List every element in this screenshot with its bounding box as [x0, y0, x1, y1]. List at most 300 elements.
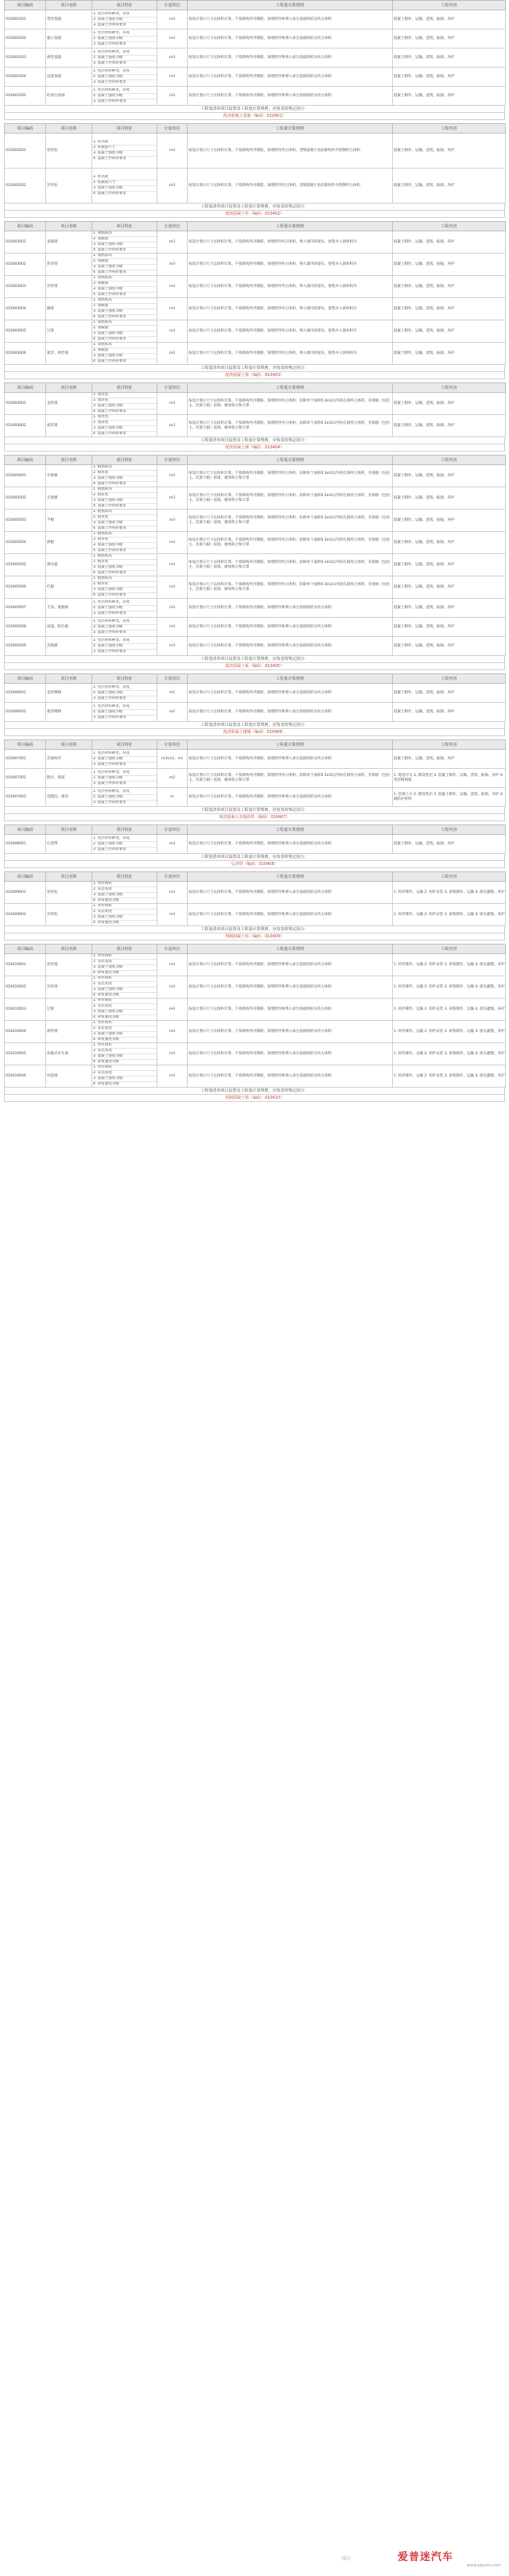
item-unit: m2 [157, 703, 188, 722]
item-unit: m3 [157, 68, 188, 87]
item-unit: m3 [157, 254, 188, 276]
rule-text: 按设计图示尺寸以体积计算。不扣除构件内钢筋、预埋铁件和伸入承台基础的桩头所占体积 [188, 912, 332, 917]
item-name: 弧形楼梯 [46, 703, 92, 722]
item-unit: m2 [157, 684, 188, 703]
item-work [393, 87, 506, 106]
section [4, 123, 505, 218]
item-work [393, 684, 506, 703]
item-rule [188, 254, 393, 276]
item-code: 010407001 [5, 750, 46, 769]
item-features [92, 415, 157, 437]
item-name: 矩形梁 [46, 254, 92, 276]
feature-line: 2. 安装高度 [92, 982, 157, 987]
item-name: 弧形、拱形梁 [46, 343, 92, 365]
item-name: 带形基础 [46, 10, 92, 29]
item-features [92, 788, 157, 807]
column-header: 工程量计算规则 [188, 456, 393, 465]
watermark-url: www.aipumi.com [467, 2563, 501, 2568]
item-code: 010403003 [5, 276, 46, 298]
table-row [5, 231, 506, 254]
column-header: 项目名称 [46, 825, 92, 835]
item-features [92, 510, 157, 532]
item-work [393, 637, 506, 656]
item-code: 010403005 [5, 320, 46, 343]
section [4, 455, 505, 670]
feature-line: 2. 混凝土强度等级 [92, 710, 157, 716]
item-rule [188, 576, 393, 599]
item-code: 010408001 [5, 835, 46, 854]
item-rule [188, 320, 393, 343]
item-unit: m2 [157, 769, 188, 788]
feature-line: 3. 混凝土强度等级 [92, 521, 157, 526]
column-header: 项目特征 [92, 383, 157, 393]
rule-text: 按设计图示尺寸以体积计算。不扣除构件内钢筋、预埋铁件所占体积；扣除单个面积0.3m2以外的孔洞所占体积，有梁板（包括主、次梁与板）按梁、板体积之和计算 [188, 582, 390, 592]
rule-text: 按设计图示尺寸以体积计算。不扣除构件内钢筋、预埋铁件所占体积。型钢混凝土柱扣除构件内型钢所占体积 [188, 183, 360, 188]
feature-line: 3. 混凝土拌和料要求 [93, 800, 126, 805]
feature-line: 1. 垫层材料种类、厚度 [92, 751, 157, 757]
feature-line: 2. 混凝土强度等级 [92, 94, 157, 99]
rule-text: 按设计图示尺寸以体积计算。不扣除构件内钢筋、预埋铁件和伸入承台基础的桩头所占体积 [188, 984, 332, 989]
table-row [5, 393, 506, 415]
column-header: 工程内容 [393, 222, 506, 231]
feature-line: 3. 混凝土强度等级 [92, 426, 157, 432]
item-code: 010402001 [5, 134, 46, 169]
rule-text: 按设计图示尺寸以体积计算。不扣除构件内钢筋、预埋铁件和伸入承台基础的桩头所占体积 [188, 794, 332, 799]
column-header: 项目编码 [5, 124, 46, 134]
table-row [5, 703, 506, 722]
feature-line: 3. 混凝土强度等级 [92, 987, 157, 993]
feature-line: 3. 混凝土拌和料要求 [93, 630, 126, 634]
table-caption: 现浇混凝土柱（编码：010402） [4, 211, 505, 218]
item-unit: m3 [157, 976, 188, 999]
column-header: 项目名称 [46, 222, 92, 231]
work-text: 混凝土制作、运输、浇筑、振捣、养护 [394, 401, 455, 405]
feature-line: 4. 混凝土拌和料要求 [93, 293, 126, 297]
feature-line: 1. 板底标高 [92, 554, 157, 560]
feature-line: 3. 混凝土强度等级 [92, 287, 157, 293]
table-row [5, 1065, 506, 1088]
item-unit: m3 [157, 231, 188, 254]
item-rule [188, 788, 393, 807]
column-header: 工程量计算规则 [188, 825, 393, 835]
item-features [92, 532, 157, 554]
feature-line: 2. 梁截面 [92, 348, 157, 354]
item-unit: m3 [157, 169, 188, 204]
rule-text: 按设计图示尺寸以体积计算。不扣除构件内钢筋、预埋铁件所占体积。型钢混凝土柱扣除构件内型钢所占体积 [188, 148, 360, 153]
feature-line: 2. 墙厚度 [92, 421, 157, 426]
item-name: 栏板 [46, 576, 92, 599]
table-row [5, 1043, 506, 1065]
header-row [5, 674, 506, 684]
feature-line: 2. 安装高度 [92, 910, 157, 915]
feature-line: 1. 梁底标高 [92, 298, 157, 304]
item-rule [188, 68, 393, 87]
item-work [393, 835, 506, 854]
item-features [92, 169, 157, 204]
item-unit: m3 [157, 532, 188, 554]
item-unit: m3 [157, 134, 188, 169]
column-header: 项目名称 [46, 1, 92, 10]
spec-table [4, 944, 506, 1088]
item-rule [188, 298, 393, 320]
table-row [5, 29, 506, 48]
header-row [5, 222, 506, 231]
spec-table [4, 0, 506, 106]
column-header: 项目编码 [5, 456, 46, 465]
watermark-side-text: 图片 [342, 2556, 352, 2562]
item-code: 010405009 [5, 637, 46, 656]
column-header: 项目特征 [92, 872, 157, 882]
feature-line: 4. 混凝土拌和料要求 [93, 270, 126, 274]
work-text: 混凝土制作、运输、浇筑、振捣、养护 [394, 518, 455, 522]
feature-line: 2. 板厚度 [92, 515, 157, 521]
item-name: 基础梁 [46, 231, 92, 254]
column-header: 工程内容 [393, 740, 506, 750]
item-features [92, 487, 157, 510]
item-unit: m3 [157, 599, 188, 618]
column-header: 计量单位 [157, 456, 188, 465]
item-rule [188, 703, 393, 722]
feature-line: 2. 安装高度 [92, 1071, 157, 1077]
feature-line: 4. 砂浆强度等级 [93, 921, 119, 925]
item-name: 雨篷、阳台板 [46, 618, 92, 637]
feature-line: 1. 板底标高 [92, 576, 157, 582]
rule-text: 按设计图示尺寸以体积计算。不扣除构件内钢筋、预埋铁件所占体积，伸入墙内的梁头、梁垫并入梁体积内 [188, 351, 357, 355]
work-text: 混凝土制作、运输、浇筑、振捣、养护 [394, 423, 455, 428]
table-row [5, 532, 506, 554]
item-unit: m3 [157, 576, 188, 599]
feature-line: 2. 安装高度 [92, 887, 157, 893]
item-rule [188, 618, 393, 637]
column-header: 工程量计算规则 [188, 124, 393, 134]
item-features [92, 637, 157, 656]
feature-line: 2. 安装高度 [92, 1049, 157, 1054]
header-row [5, 383, 506, 393]
item-features [92, 298, 157, 320]
table-row [5, 10, 506, 29]
item-code: 010410004 [5, 1021, 46, 1043]
item-rule [188, 769, 393, 788]
column-header: 工程内容 [393, 456, 506, 465]
work-text: 混凝土制作、运输、浇筑、振捣、养护 [394, 624, 455, 629]
feature-line: 3. 混凝土拌和料要求 [93, 781, 126, 786]
column-header: 项目编码 [5, 674, 46, 684]
table-row [5, 554, 506, 576]
rule-text: 按设计图示尺寸以体积计算。不扣除构件内钢筋、预埋铁件所占体积；扣除单个面积0.3m2以外的孔洞所占体积，有梁板（包括主、次梁与板）按梁、板体积之和计算 [188, 493, 390, 502]
feature-line: 1. 垫层材料种类、厚度 [92, 619, 157, 625]
table-row [5, 788, 506, 807]
column-header: 计量单位 [157, 1, 188, 10]
item-work [393, 1043, 506, 1065]
item-unit: m3 [157, 298, 188, 320]
rule-text: 按设计图示尺寸以体积计算。不扣除构件内钢筋、预埋铁件所占体积，伸入墙内的梁头、梁垫并入梁体积内 [188, 306, 357, 311]
table-row [5, 169, 506, 204]
work-text: 混凝土制作、运输、浇筑、振捣、养护 [394, 36, 455, 41]
table-row [5, 254, 506, 276]
item-name: 无梁板 [46, 487, 92, 510]
item-unit: m3 [157, 10, 188, 29]
feature-line: 1. 柱高度 [92, 175, 157, 180]
feature-line: 1. 垫层材料种类、厚度 [92, 685, 157, 691]
item-unit: m3 [157, 415, 188, 437]
table-caption: 现浇混凝土墙（编码：010404） [4, 444, 505, 452]
item-rule [188, 276, 393, 298]
rule-text: 按设计图示尺寸以体积计算。不扣除构件内钢筋、预埋铁件所占体积，伸入墙内的梁头、梁垫并入梁体积内 [188, 262, 357, 266]
feature-line: 2. 梁截面 [92, 237, 157, 242]
feature-line: 2. 混凝土强度等级 [92, 795, 157, 801]
item-name: 桩承台基础 [46, 87, 92, 106]
column-header: 计量单位 [157, 740, 188, 750]
column-header: 项目名称 [46, 740, 92, 750]
feature-line: 1. 单件体积 [92, 954, 157, 960]
table-caption: 预制混凝土柱（编码：010409） [4, 933, 505, 941]
item-work [393, 599, 506, 618]
header-row [5, 825, 506, 835]
feature-line: 4. 砂浆强度等级 [93, 1038, 119, 1042]
work-text: 1. 构件制作、运输 2. 构件安装 3. 砂浆制作、运输 4. 接头灌缝、养护 [394, 890, 505, 894]
feature-line: 3. 混凝土拌和料要求 [93, 99, 126, 103]
item-rule [188, 169, 393, 204]
item-features [92, 954, 157, 976]
feature-line: 2. 板厚度 [92, 582, 157, 588]
feature-line: 4. 混凝土拌和料要求 [93, 593, 126, 597]
feature-line: 1. 板底标高 [92, 532, 157, 537]
item-unit: m3 [157, 618, 188, 637]
work-text: 混凝土制作、运输、浇筑、振捣、养护 [394, 562, 455, 567]
item-code: 010403002 [5, 254, 46, 276]
item-code: 010410006 [5, 1065, 46, 1088]
rule-text: 按设计图示尺寸以体积计算。不扣除构件内钢筋、预埋铁件和伸入承台基础的桩头所占体积 [188, 17, 332, 21]
feature-line: 2. 安装高度 [92, 960, 157, 965]
feature-line: 2. 梁截面 [92, 326, 157, 332]
feature-line: 3. 混凝土拌和料要求 [93, 649, 126, 654]
item-rule [188, 999, 393, 1021]
header-row [5, 1, 506, 10]
feature-line: 4. 混凝土拌和料要求 [93, 337, 126, 341]
work-text: 混凝土制作、运输、浇筑、振捣、养护 [394, 74, 455, 79]
item-features [92, 48, 157, 68]
feature-line: 2. 混凝土强度等级 [92, 776, 157, 782]
column-header: 工程内容 [393, 674, 506, 684]
item-features [92, 1043, 157, 1065]
feature-line: 1. 单件体积 [92, 999, 157, 1004]
feature-line: 2. 混凝土强度等级 [92, 56, 157, 61]
column-header: 项目特征 [92, 456, 157, 465]
table-caption: 预制混凝土梁（编码：010410） [4, 1095, 505, 1102]
item-rule [188, 231, 393, 254]
table-row [5, 298, 506, 320]
table-note: 工程量清单项目设置及工程量计算规则，应按表的规定执行： [4, 926, 505, 933]
item-name: 直形墙 [46, 393, 92, 415]
table-caption: 现浇混凝土板（编码：010405） [4, 663, 505, 670]
feature-line: 2. 混凝土强度等级 [92, 37, 157, 42]
spec-table [4, 382, 506, 437]
item-code: 010405008 [5, 618, 46, 637]
feature-line: 2. 安装高度 [92, 1004, 157, 1010]
rule-text: 按设计图示尺寸以体积计算。不扣除构件内钢筋、预埋铁件和伸入承台基础的桩头所占体积 [188, 93, 332, 98]
section [4, 824, 505, 868]
table-caption: 现浇混凝土梁（编码：010403） [4, 372, 505, 379]
item-rule [188, 750, 393, 769]
item-name: 散水、坡道 [46, 769, 92, 788]
item-rule [188, 637, 393, 656]
column-header: 工程内容 [393, 383, 506, 393]
item-features [92, 684, 157, 703]
feature-line: 3. 混凝土强度等级 [92, 543, 157, 549]
item-name: 拱板 [46, 532, 92, 554]
rule-text: 按设计图示尺寸以体积计算。不扣除构件内钢筋、预埋铁件和伸入承台基础的桩头所占体积 [188, 962, 332, 967]
item-code: 010401001 [5, 10, 46, 29]
item-work [393, 999, 506, 1021]
table-row [5, 904, 506, 926]
item-name: 鱼腹式吊车梁 [46, 1043, 92, 1065]
column-header: 项目特征 [92, 222, 157, 231]
work-text: 混凝土制作、运输、浇筑、振捣、养护 [394, 55, 455, 60]
feature-line: 1. 梁底标高 [92, 276, 157, 281]
feature-line: 2. 柱截面尺寸 [92, 145, 157, 151]
work-text: 混凝土制作、运输、浇筑、振捣、养护 [394, 284, 455, 289]
item-rule [188, 343, 393, 365]
item-work [393, 618, 506, 637]
feature-line: 1. 梁底标高 [92, 320, 157, 326]
table-row [5, 599, 506, 618]
section [4, 871, 505, 941]
feature-line: 2. 混凝土强度等级 [92, 606, 157, 611]
item-features [92, 618, 157, 637]
rule-text: 按设计图示尺寸以体积计算。不扣除构件内钢筋、预埋铁件和伸入承台基础的桩头所占体积 [188, 36, 332, 41]
item-features [92, 231, 157, 254]
item-features [92, 87, 157, 106]
feature-line: 3. 混凝土强度等级 [92, 332, 157, 337]
item-work [393, 231, 506, 254]
item-rule [188, 882, 393, 904]
item-unit: m3 [157, 835, 188, 854]
column-header: 项目特征 [92, 124, 157, 134]
table-caption: 后浇带（编码：010408） [4, 861, 505, 868]
section [4, 382, 505, 452]
item-code: 010409001 [5, 882, 46, 904]
item-rule [188, 976, 393, 999]
feature-line: 3. 混凝土拌和料要求 [93, 22, 126, 27]
feature-line: 3. 混凝土拌和料要求 [93, 60, 126, 65]
feature-line: 3. 混凝土拌和料要求 [93, 611, 126, 615]
item-features [92, 465, 157, 487]
feature-line: 1. 墙类型 [92, 415, 157, 421]
section [4, 673, 505, 736]
item-features [92, 882, 157, 904]
column-header: 项目特征 [92, 740, 157, 750]
rule-text: 按设计图示尺寸以体积计算。不扣除构件内钢筋、预埋铁件和伸入承台基础的桩头所占体积 [188, 1051, 332, 1056]
header-row [5, 740, 506, 750]
item-features [92, 320, 157, 343]
item-features [92, 29, 157, 48]
feature-line: 1. 单件体积 [92, 1043, 157, 1049]
feature-line: 4. 混凝土拌和料要求 [93, 315, 126, 319]
item-work [393, 882, 506, 904]
column-header: 工程内容 [393, 124, 506, 134]
feature-line: 3. 混凝土强度等级 [92, 588, 157, 593]
item-rule [188, 510, 393, 532]
column-header: 项目名称 [46, 124, 92, 134]
feature-line: 3. 混凝土强度等级 [92, 186, 157, 192]
item-rule [188, 465, 393, 487]
header-row [5, 124, 506, 134]
column-header: 项目编码 [5, 825, 46, 835]
feature-line: 3. 混凝土强度等级 [92, 499, 157, 504]
item-rule [188, 29, 393, 48]
column-header: 工程内容 [393, 872, 506, 882]
item-unit: m3 [157, 276, 188, 298]
feature-line: 3. 混凝土强度等级 [92, 151, 157, 157]
table-caption: 现浇混凝土楼梯（编码：010406） [4, 729, 505, 736]
item-code: 010405006 [5, 576, 46, 599]
feature-line: 4. 混凝土拌和料要求 [93, 504, 126, 508]
work-text: 混凝土制作、运输、浇筑、振捣、养护 [394, 495, 455, 500]
work-text: 混凝土制作、运输、浇筑、振捣、养护 [394, 328, 455, 333]
feature-line: 1. 单件体积 [92, 976, 157, 982]
item-rule [188, 532, 393, 554]
item-name: 其他板 [46, 637, 92, 656]
table-row [5, 1021, 506, 1043]
item-code: 010405004 [5, 532, 46, 554]
column-header: 项目特征 [92, 674, 157, 684]
feature-line: 3. 混凝土强度等级 [92, 242, 157, 248]
column-header: 项目编码 [5, 222, 46, 231]
item-unit: m [157, 788, 188, 807]
item-work [393, 510, 506, 532]
spec-table [4, 455, 506, 656]
table-caption: 现浇混凝土其他构件（编码：010407） [4, 814, 505, 821]
feature-line: 2. 板厚度 [92, 493, 157, 499]
column-header: 工程内容 [393, 825, 506, 835]
item-name: 过梁 [46, 999, 92, 1021]
item-work [393, 750, 506, 769]
feature-line: 1. 梁底标高 [92, 343, 157, 348]
item-unit: m3 [157, 320, 188, 343]
feature-line: 3. 混凝土强度等级 [92, 965, 157, 971]
feature-line: 1. 柱高度 [92, 140, 157, 145]
rule-text: 按设计图示尺寸以体积计算。不扣除构件内钢筋、预埋铁件所占体积；扣除单个面积0.3m2以外的孔洞所占体积，有梁板（包括主、次梁与板）按梁、板体积之和计算 [188, 537, 390, 547]
item-features [92, 703, 157, 722]
item-code: 010405007 [5, 599, 46, 618]
item-work [393, 276, 506, 298]
item-work [393, 904, 506, 926]
spec-table [4, 871, 506, 926]
item-name: 风道梁 [46, 1065, 92, 1088]
feature-line: 3. 混凝土拌和料要求 [93, 762, 126, 766]
item-code: 010401002 [5, 29, 46, 48]
item-work [393, 320, 506, 343]
feature-line: 4. 混凝土拌和料要求 [93, 192, 126, 196]
feature-line: 4. 砂浆强度等级 [93, 1015, 119, 1019]
item-features [92, 904, 157, 926]
spec-table [4, 221, 506, 365]
feature-line: 4. 混凝土拌和料要求 [93, 359, 126, 363]
feature-line: 2. 安装高度 [92, 1026, 157, 1032]
item-work [393, 576, 506, 599]
column-header: 项目名称 [46, 383, 92, 393]
column-header: 计量单位 [157, 825, 188, 835]
watermark-title: 爱普迷汽车 [398, 2551, 454, 2563]
table-row [5, 750, 506, 769]
item-work [393, 169, 506, 204]
item-name: 异形柱 [46, 169, 92, 204]
section [4, 739, 505, 821]
item-work [393, 298, 506, 320]
table-row [5, 68, 506, 87]
feature-line: 2. 板厚度 [92, 537, 157, 543]
table-row [5, 835, 506, 854]
